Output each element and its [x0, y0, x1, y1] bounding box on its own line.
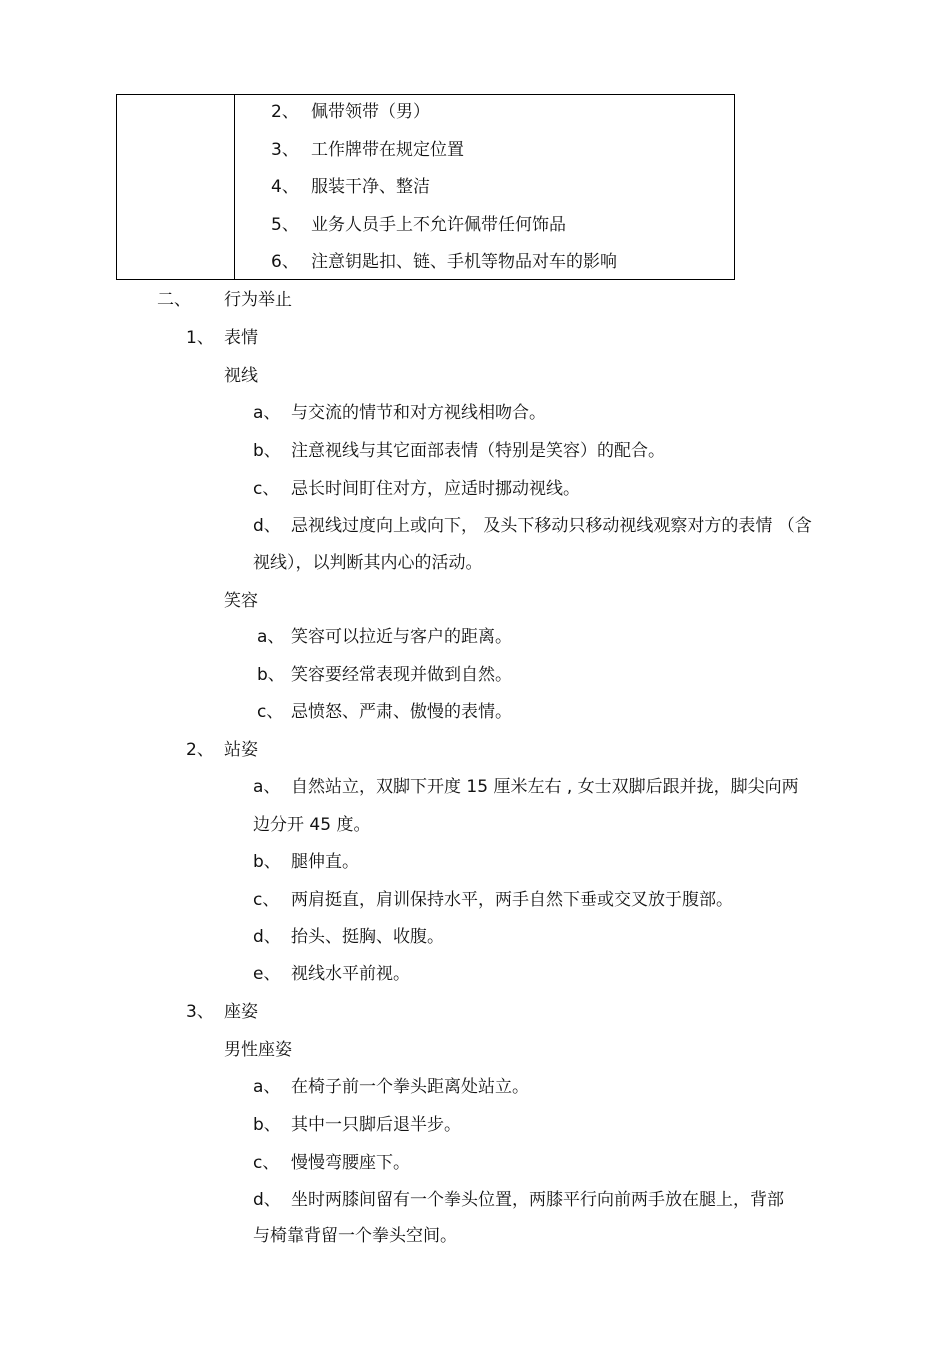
section-heading [157, 290, 292, 310]
topic-heading: 笑容 [224, 591, 258, 611]
table-row-number: 5、 [271, 215, 299, 235]
list-item [253, 441, 665, 461]
list-item-continuation: 边分开 45 度。 [253, 815, 371, 835]
list-marker: b、 [253, 852, 281, 872]
list-marker: a、 [257, 627, 285, 647]
table-row-number: 4、 [271, 177, 299, 197]
list-item [253, 1077, 529, 1097]
list-item [253, 777, 799, 797]
list-text: 在椅子前一个拳头距离处站立。 [291, 1077, 529, 1097]
table-column-divider [234, 95, 235, 279]
section-number: 二、 [157, 290, 191, 310]
table-row-text: 佩带领带（男） [311, 102, 430, 122]
list-text: 慢慢弯腰座下。 [291, 1153, 410, 1173]
list-text: 其中一只脚后退半步。 [291, 1115, 461, 1135]
list-marker: c、 [253, 1153, 280, 1173]
list-text: 两肩挺直，肩训保持水平，两手自然下垂或交叉放于腹部。 [291, 890, 733, 910]
list-item [253, 516, 812, 536]
list-text: 注意视线与其它面部表情（特别是笑容）的配合。 [291, 441, 665, 461]
topic-heading: 视线 [224, 366, 258, 386]
section-title: 行为举止 [224, 290, 292, 310]
list-item [253, 927, 444, 947]
list-marker: d、 [253, 516, 281, 536]
subsection-number: 2、 [186, 740, 214, 760]
subsection-number: 1、 [186, 328, 214, 348]
subsection-heading [186, 328, 258, 348]
list-marker: a、 [253, 1077, 281, 1097]
list-text: 忌愤怒、严肃、傲慢的表情。 [291, 702, 512, 722]
subsection-number: 3、 [186, 1002, 214, 1022]
list-item-continuation: 视线），以判断其内心的活动。 [253, 553, 483, 573]
list-text: 忌视线过度向上或向下， 及头下移动只移动视线观察对方的表情 （含 [291, 516, 812, 536]
list-text: 与交流的情节和对方视线相吻合。 [291, 403, 546, 423]
list-text: 腿伸直。 [291, 852, 359, 872]
table-row-number: 6、 [271, 252, 299, 272]
table-row-text: 注意钥匙扣、链、手机等物品对车的影响 [311, 252, 617, 272]
list-marker: b、 [253, 441, 281, 461]
list-text: 笑容可以拉近与客户的距离。 [291, 627, 512, 647]
table-row [271, 140, 464, 160]
list-text: 坐时两膝间留有一个拳头位置，两膝平行向前两手放在腿上，背部 [291, 1190, 784, 1210]
subsection-heading [186, 740, 258, 760]
list-text: 忌长时间盯住对方，应适时挪动视线。 [291, 479, 580, 499]
list-item [253, 1190, 784, 1210]
list-marker: c、 [257, 702, 284, 722]
list-marker: b、 [253, 1115, 281, 1135]
list-marker: d、 [253, 1190, 281, 1210]
list-text: 笑容要经常表现并做到自然。 [291, 665, 512, 685]
subsection-title: 座姿 [224, 1002, 258, 1022]
table-row-text: 业务人员手上不允许佩带任何饰品 [311, 215, 566, 235]
table-row-text: 服装干净、整洁 [311, 177, 430, 197]
table-row-number: 3、 [271, 140, 299, 160]
list-marker: a、 [253, 777, 281, 797]
list-item-continuation: 与椅靠背留一个拳头空间。 [253, 1226, 457, 1246]
list-item [253, 1115, 461, 1135]
list-item [253, 890, 733, 910]
list-marker: b、 [257, 665, 285, 685]
table-row [271, 102, 430, 122]
list-marker: e、 [253, 964, 281, 984]
list-text: 自然站立，双脚下开度 15 厘米左右 , 女士双脚后跟并拢，脚尖向两 [291, 777, 799, 797]
list-marker: d、 [253, 927, 281, 947]
table-row [271, 215, 566, 235]
list-item [257, 627, 512, 647]
table-row-number: 2、 [271, 102, 299, 122]
list-item [253, 403, 546, 423]
table-row [271, 252, 617, 272]
list-item [253, 1153, 410, 1173]
table-row-text: 工作牌带在规定位置 [311, 140, 464, 160]
list-item [257, 665, 512, 685]
list-text: 抬头、挺胸、收腹。 [291, 927, 444, 947]
topic-heading: 男性座姿 [224, 1040, 292, 1060]
list-marker: c、 [253, 890, 280, 910]
list-item [253, 479, 580, 499]
subsection-heading [186, 1002, 258, 1022]
subsection-title: 站姿 [224, 740, 258, 760]
list-marker: c、 [253, 479, 280, 499]
list-item [257, 702, 512, 722]
subsection-title: 表情 [224, 328, 258, 348]
table-row [271, 177, 430, 197]
list-item [253, 964, 410, 984]
list-item [253, 852, 359, 872]
list-text: 视线水平前视。 [291, 964, 410, 984]
list-marker: a、 [253, 403, 281, 423]
